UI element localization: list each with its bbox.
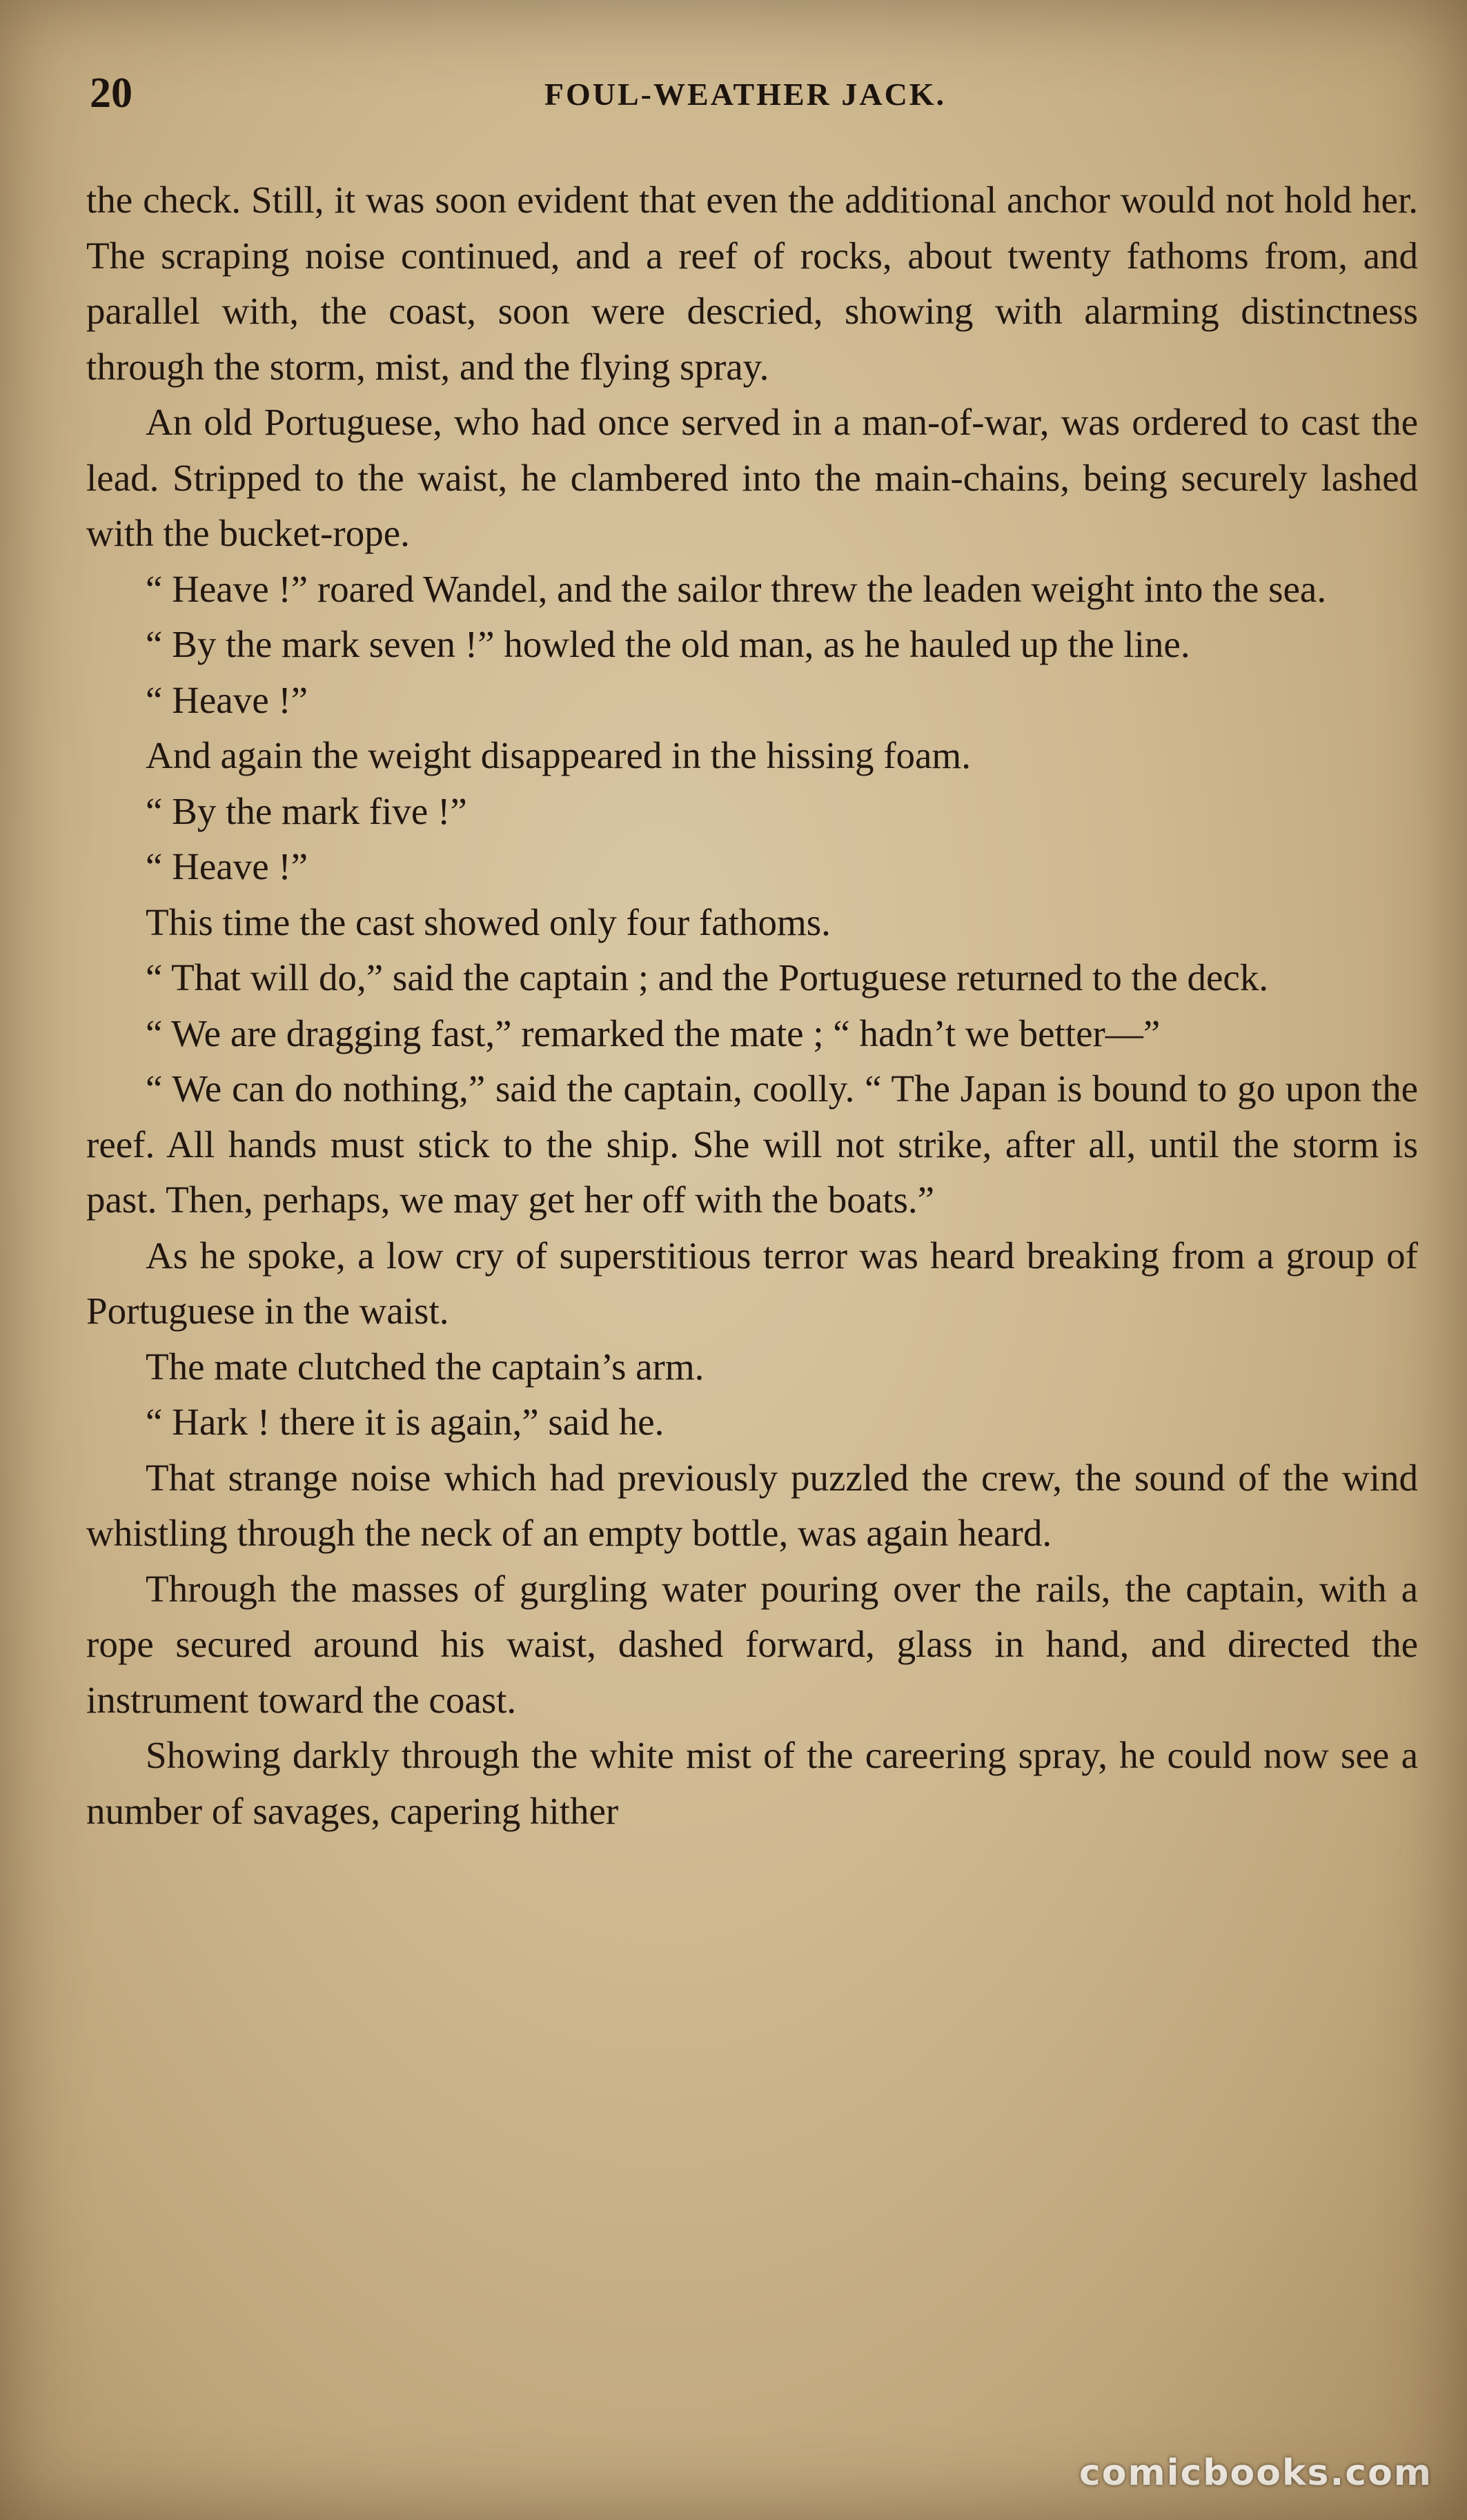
paragraph: Showing darkly through the white mist of the careering spray, he could now see a number of savages, capering hither — [86, 1734, 1418, 1832]
paragraph: “ By the mark seven !” howled the old man, as he hauled up the line. — [146, 623, 1190, 665]
paragraph: “ By the mark five !” — [146, 789, 467, 832]
paragraph: “ We can do nothing,” said the captain, coolly. “ The Japan is bound to go upon the reef. All hands must stick to the ship. She will not strike, after all, until the storm is past. Then, perhaps, we may get her off with the boats.” — [86, 1067, 1418, 1221]
paragraph: Through the masses of gurgling water pouring over the rails, the captain, with a rope secured around his waist, dashed forward, glass in hand, and directed the instrument toward the coast. — [86, 1567, 1418, 1721]
paragraph: An old Portuguese, who had once served in a man-of-war, was ordered to cast the lead. Stripped to the waist, he clambered into the main-chains, being securely lashed with the bucket-rope. — [86, 401, 1418, 554]
paragraph: The mate clutched the captain’s arm. — [146, 1345, 705, 1388]
running-title: FOUL-WEATHER JACK. — [544, 77, 947, 112]
body-text — [86, 173, 1418, 1839]
paragraph: “ We are dragging fast,” remarked the mate ; “ hadn’t we better—” — [146, 1012, 1161, 1054]
paragraph: And again the weight disappeared in the hissing foam. — [146, 734, 971, 776]
paragraph: That strange noise which had previously puzzled the crew, the sound of the wind whistling through the neck of an empty bottle, was again heard. — [86, 1456, 1418, 1554]
paragraph: “ Heave !” — [146, 678, 308, 721]
paragraph: the check. Still, it was soon evident that even the additional anchor would not hold her. The scraping noise continued, and a reef of rocks, about twenty fathoms from, and parallel with, the coast, soon were descried, showing with alarming distinctness through the storm, mist, and the flying spray. — [86, 179, 1418, 388]
paragraph: “ That will do,” said the captain ; and the Portuguese returned to the deck. — [146, 956, 1269, 998]
page-number: 20 — [90, 70, 132, 117]
paragraph: “ Hark ! there it is again,” said he. — [146, 1401, 664, 1443]
page-header — [83, 69, 1408, 124]
paragraph: This time the cast showed only four fathoms. — [146, 900, 831, 943]
watermark: comicbooks.com — [1079, 2452, 1432, 2494]
paragraph: “ Heave !” — [146, 845, 308, 887]
paragraph: As he spoke, a low cry of superstitious terror was heard breaking from a group of Portuguese in the waist. — [86, 1234, 1418, 1332]
paragraph: “ Heave !” roared Wandel, and the sailor threw the leaden weight into the sea. — [146, 567, 1327, 610]
